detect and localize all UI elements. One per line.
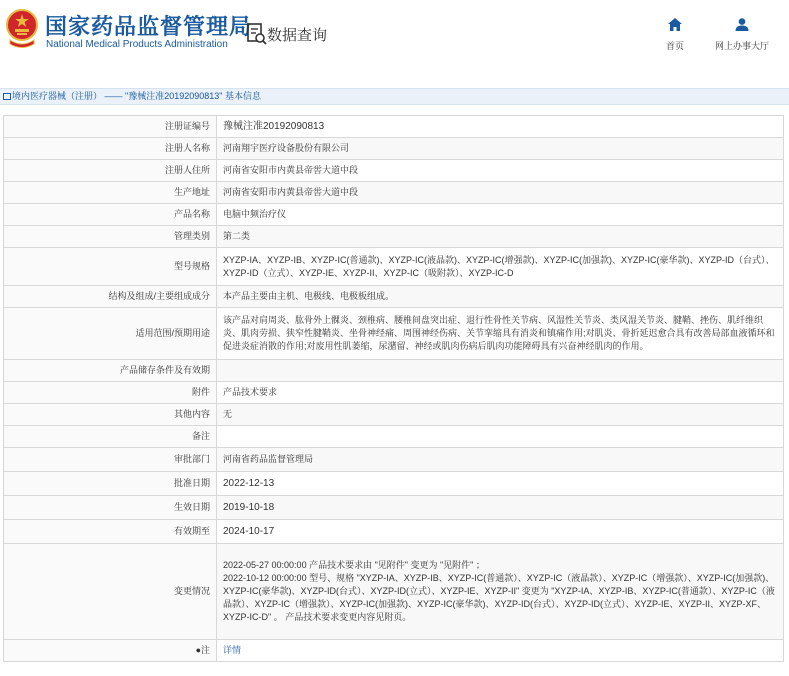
user-icon <box>735 18 749 31</box>
row-label: 生效日期 <box>4 496 217 520</box>
row-label: ●注 <box>4 640 217 662</box>
details-link[interactable]: 详情 <box>223 645 242 655</box>
site-title-english: National Medical Products Administration <box>46 39 228 50</box>
intended-use: 该产品对肩周炎、肱骨外上髁炎、颈椎病、腰椎间盘突出症、退行性骨性关节病、风湿性关节炎、类风湿关节炎、腱鞘、挫伤、肌纤维织炎、肌肉劳损、狭窄性腱鞘炎、坐骨神经痛、周围神经伤病、关节挛缩具有消炎和镇痛作用;对肌炎、骨折延迟愈合具有改善局部血液循环和促进炎症消散的作用;对废用性肌萎缩，尿潴留、神经或肌肉伤病后肌肉功能障碍具有兴奋神经肌肉的作用。 <box>217 308 784 360</box>
row-label: 适用范围/预期用途 <box>4 308 217 360</box>
effective-date: 2019-10-18 <box>217 496 784 520</box>
breadcrumb-section-link[interactable]: 境内医疗器械（注册） <box>12 91 103 101</box>
row-label: 结构及组成/主要组成成分 <box>4 286 217 308</box>
home-icon <box>668 18 682 31</box>
breadcrumb <box>0 88 789 105</box>
row-label: 有效期至 <box>4 520 217 544</box>
row-label: 审批部门 <box>4 448 217 472</box>
site-header <box>0 0 789 62</box>
data-query-icon <box>246 22 268 46</box>
row-label: 其他内容 <box>4 404 217 426</box>
row-label: 附件 <box>4 382 217 404</box>
remarks <box>217 426 784 448</box>
breadcrumb-current: "豫械注准20192090813" 基本信息 <box>125 91 261 101</box>
registration-info-table <box>3 115 784 662</box>
row-label: 产品储存条件及有效期 <box>4 360 217 382</box>
storage-conditions <box>217 360 784 382</box>
change-history: 2022-05-27 00:00:00 产品技术要求由 "见附件" 变更为 "见附件" ； 2022-10-12 00:00:00 型号、规格 "XYZP-IA、XYZP-IB、XYZP-IC(普通款）、XYZP-IC（液晶款）、XYZP-IC（增强款）、XYZP-IC(加强款)、XYZP-IC(豪华款)、XYZP-ID(台式）、XYZP-ID(立式）、XYZP-IE、XYZP-II" 变更为 "XYZP-IA、XYZP-IB、XYZP-IC(普通款）、XYZP-IC（液晶款）、XYZP-IC（增强款）、XYZP-IC(加强款)、XYZP-IC(豪华款)、XYZP-ID(台式）、XYZP-ID(立式）、XYZP-IE、XYZP-II、XYZP-XF、XYZP-IC-D" 。 产品技术要求变更内容见附页。 <box>217 544 784 640</box>
model-specifications: XYZP-IA、XYZP-IB、XYZP-IC(普通款)、XYZP-IC(液晶款)、XYZP-IC(增强款)、XYZP-IC(加强款)、XYZP-IC(豪华款)、XYZP-ID（台式）、XYZP-ID（立式）、XYZP-IE、XYZP-II、XYZP-IC（吸附款）、XYZP-IC-D <box>217 248 784 286</box>
breadcrumb-separator: —— <box>102 91 126 101</box>
document-icon <box>3 93 11 100</box>
row-label: 注册证编号 <box>4 116 217 138</box>
registrant-name: 河南翔宇医疗设备股份有限公司 <box>217 138 784 160</box>
approval-date: 2022-12-13 <box>217 472 784 496</box>
row-label: 注册人住所 <box>4 160 217 182</box>
row-label: 批准日期 <box>4 472 217 496</box>
row-label: 型号规格 <box>4 248 217 286</box>
national-emblem-icon <box>5 6 39 50</box>
approval-department: 河南省药品监督管理局 <box>217 448 784 472</box>
row-label: 管理类别 <box>4 226 217 248</box>
other-content: 无 <box>217 404 784 426</box>
production-address: 河南省安阳市内黄县帝喾大道中段 <box>217 182 784 204</box>
product-name: 电脑中频治疗仪 <box>217 204 784 226</box>
row-label: 注册人名称 <box>4 138 217 160</box>
row-label: 备注 <box>4 426 217 448</box>
expiry-date: 2024-10-17 <box>217 520 784 544</box>
nav-home-link[interactable] <box>660 18 690 52</box>
management-category: 第二类 <box>217 226 784 248</box>
site-title: 国家药品监督管理局 <box>45 14 253 39</box>
registration-number: 豫械注准20192090813 <box>217 116 784 138</box>
nav-home-label: 首页 <box>665 41 684 51</box>
nav-online-service-label: 网上办事大厅 <box>714 41 769 51</box>
registrant-address: 河南省安阳市内黄县帝喾大道中段 <box>217 160 784 182</box>
nav-online-service-link[interactable] <box>708 18 776 52</box>
structure-composition: 本产品主要由主机、电极线、电极板组成。 <box>217 286 784 308</box>
row-label: 变更情况 <box>4 544 217 640</box>
attachment: 产品技术要求 <box>217 382 784 404</box>
data-query-label: 数据查询 <box>267 27 328 44</box>
row-label: 产品名称 <box>4 204 217 226</box>
row-label: 生产地址 <box>4 182 217 204</box>
